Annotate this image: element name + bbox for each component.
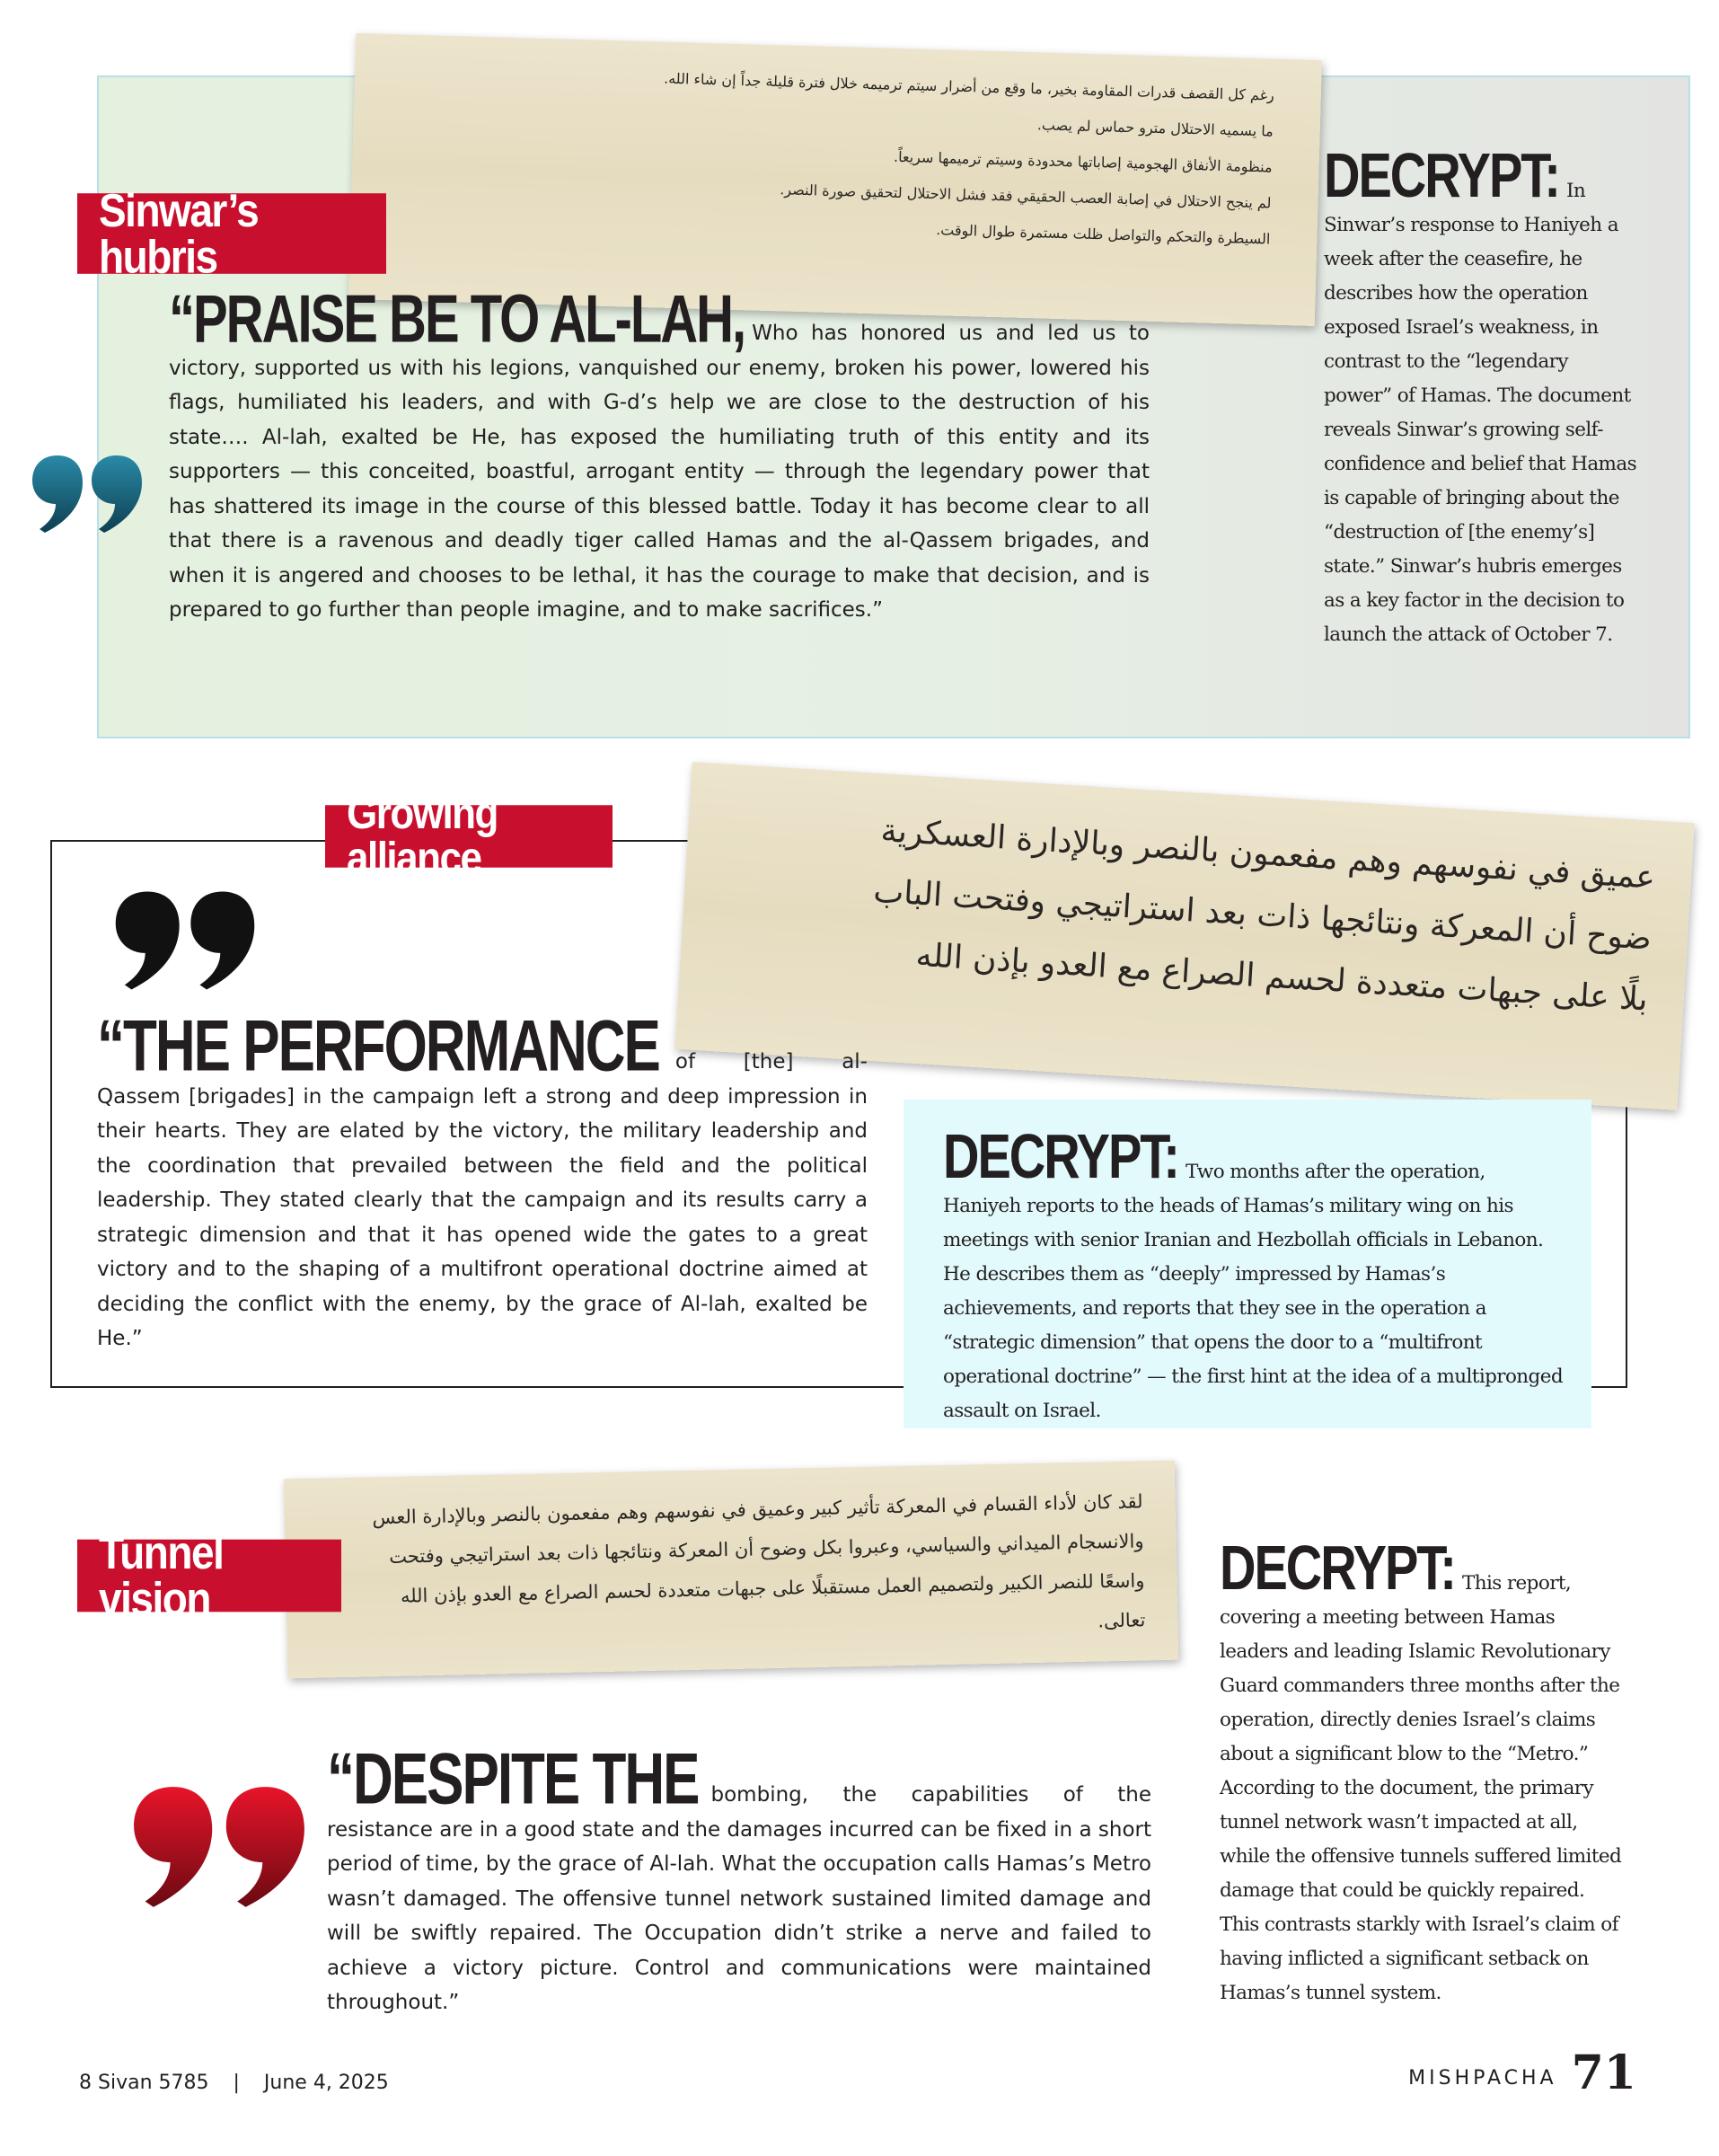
quote-lead: “PRAISE BE TO AL-LAH, <box>169 280 745 358</box>
clip-line: ضوح أن المعركة ونتائجها ذات بعد استراتيجي وفتحت الباب <box>872 872 1653 958</box>
decrypt-label: DECRYPT: <box>1324 139 1559 210</box>
arabic-clipping-3 <box>284 1461 1178 1679</box>
quote-block-1 <box>169 280 1150 628</box>
quote-body: Who has honored us and led us to victory, supported us with his legions, vanquished our enemy, broken his power, lowered his flags, humiliated his leaders, and with G-d’s help we are close to the destruction of his state…. Al-lah, exalted be He, has exposed the humiliating truth of this entity and its supporters — this conceited, boastful, arrogant entity — through the legendary power that has shattered its image in the course of this blessed battle. Today it has become clear to all that there is a ravenous and deadly tiger called Hamas and the al-Qassem brigades, and when it is angered and chooses to be lethal, it has the courage to make that decision, and is prepared to go further than people imagine, and to make sacrifices.” <box>169 322 1150 622</box>
footer-gregorian-date: June 4, 2025 <box>263 2072 389 2094</box>
quote-body: of [the] al-Qassem [brigades] in the campaign left a strong and deep impression in their hearts. They are elated by the victory, the military leadership and the coordination that prevailed between the field and the political leadership. They stated clearly that the campaign and its results carry a strategic dimension and that it has opened wide the gates to a great victory and to the shaping of a multifront operational doctrine aimed at deciding the conflict with the enemy, by the grace of Al-lah, exalted be He.” <box>97 1050 868 1350</box>
section-label-growing-alliance <box>325 789 613 883</box>
decrypt-label: DECRYPT: <box>943 1120 1178 1191</box>
clip-line: منظومة الأنفاق الهجومية إصاباتها محدودة وسيتم ترميمها سريعاً. <box>893 147 1273 176</box>
clip-line: والانسجام الميداني والسياسي، وعبروا بكل وضوح أن المعركة ونتائجها ذات بعد استراتيجي وفتحت <box>388 1530 1144 1568</box>
quote-lead: “DESPITE THE <box>327 1739 699 1820</box>
clip-line: ما يسميه الاحتلال مترو حماس لم يصب. <box>1036 116 1274 140</box>
quote-block-3 <box>327 1739 1151 2020</box>
decrypt-block-1 <box>1324 139 1638 652</box>
decrypt-body: This report, covering a meeting between Hamas leaders and leading Islamic Revolutionary Guard commanders three months after the operation, directly denies Israel’s claims about a significant blow to the “Metro.” According to the document, the primary tunnel network wasn’t impacted at all, while the offensive tunnels suffered limited damage that could be quickly repaired. This contrasts starkly with Israel’s claim of having inflicted a significant setback on Hamas’s tunnel system. <box>1220 1572 1622 2004</box>
footer-magazine <box>1408 2046 1636 2100</box>
quote-body: bombing, the capabilities of the resistance are in a good state and the damages incurred can be fixed in a short period of time, by the grace of Al-lah. What the occupation calls Hamas’s Metro wasn’t damaged. The offensive tunnel network sustained limited damage and will be swiftly repaired. The Occupation didn’t strike a nerve and failed to achieve a victory picture. Control and communications were maintained throughout.” <box>327 1783 1151 2014</box>
clip-line: لم ينجح الاحتلال في إصابة العصب الحقيقي فقد فشل الاحتلال لتحقيق صورة النصر. <box>780 181 1272 212</box>
quote-block-2 <box>97 1006 868 1356</box>
footer-hebrew-date: 8 Sivan 5785 <box>79 2072 209 2094</box>
footer-date <box>79 2072 389 2094</box>
quote-mark-icon <box>131 1784 307 1910</box>
section-label-text: Growing alliance <box>347 789 498 883</box>
decrypt-block-3 <box>1220 1532 1622 2010</box>
magazine-name: MISHPACHA <box>1408 2067 1557 2090</box>
quote-mark-icon <box>31 454 144 535</box>
section-label-sinwars-hubris <box>77 184 386 283</box>
decrypt-block-2 <box>943 1120 1568 1428</box>
clip-line: رغم كل القصف قدرات المقاومة بخير، ما وقع من أضرار سيتم ترميمه خلال فترة قليلة جداً إن شاء الله. <box>663 69 1275 104</box>
decrypt-label: DECRYPT: <box>1220 1532 1455 1603</box>
clip-line: السيطرة والتحكم والتواصل ظلت مستمرة طوال الوقت. <box>935 221 1271 248</box>
footer-separator: | <box>233 2072 240 2094</box>
quote-mark-icon <box>108 889 262 992</box>
clip-line: عميق في نفوسهم وهم مفعمون بالنصر وبالإدارة العسكرية <box>879 812 1657 897</box>
clip-line: لقد كان لأداء القسام في المعركة تأثير كبير وعميق في نفوسهم وهم مفعمون بالنصر وبالإدارة العس <box>372 1490 1143 1529</box>
clip-line: تعالى. <box>1098 1609 1146 1632</box>
decrypt-body: In Sinwar’s response to Haniyeh a week after the ceasefire, he describes how the operation exposed Israel’s weakness, in contrast to the “legendary power” of Hamas. The document reveals Sinwar’s growing self-confidence and belief that Hamas is capable of bringing about the “destruction of [the enemy’s] state.” Sinwar’s hubris emerges as a key factor in the decision to launch the attack of October 7. <box>1324 180 1637 646</box>
clip-line: بلًا على جبهات متعددة لحسم الصراع مع العدو بإذن الله <box>914 936 1649 1019</box>
page-number: 71 <box>1571 2046 1636 2100</box>
section-label-text: Sinwar’s hubris <box>99 184 259 283</box>
quote-lead: “THE PERFORMANCE <box>97 1006 659 1087</box>
decrypt-body: Two months after the operation, Haniyeh reports to the heads of Hamas’s military wing on his meetings with senior Iranian and Hezbollah officials in Lebanon. He describes them as “deeply” impressed by Hamas’s achievements, and reports that they see in the operation a “strategic dimension” that opens the door to a “multifront operational doctrine” — the first hint at the idea of a multipronged assault on Israel. <box>943 1161 1563 1422</box>
clip-line: واسعًا للنصر الكبير ولتصميم العمل مستقبلًا على جبهات متعددة لحسم الصراع مع العدو بإذن الله <box>400 1569 1145 1607</box>
section-label-text: Tunnel vision <box>99 1526 224 1625</box>
section-label-tunnel-vision <box>77 1526 341 1625</box>
